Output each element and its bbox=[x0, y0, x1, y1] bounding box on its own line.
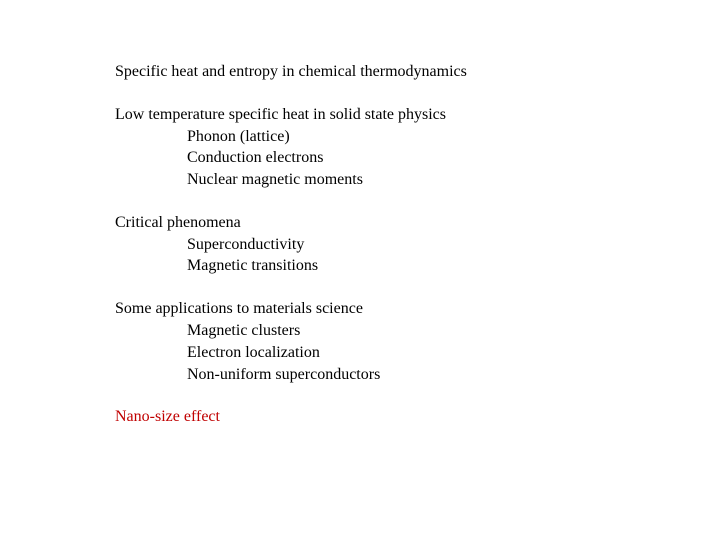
item-conduction-electrons: Conduction electrons bbox=[187, 149, 324, 166]
item-magnetic-clusters: Magnetic clusters bbox=[187, 322, 301, 339]
item-electron-localization: Electron localization bbox=[187, 344, 320, 361]
item-non-uniform-superconductors: Non-uniform superconductors bbox=[187, 366, 381, 383]
item-magnetic-transitions: Magnetic transitions bbox=[187, 257, 319, 274]
item-nuclear-magnetic-moments: Nuclear magnetic moments bbox=[187, 171, 363, 188]
heading-thermodynamics: Specific heat and entropy in chemical thermodynamics bbox=[115, 63, 467, 80]
heading-nano-size-effect: Nano-size effect bbox=[115, 408, 220, 425]
item-superconductivity: Superconductivity bbox=[187, 236, 305, 253]
item-phonon: Phonon (lattice) bbox=[187, 128, 290, 145]
heading-critical-phenomena: Critical phenomena bbox=[115, 214, 241, 231]
heading-materials-science: Some applications to materials science bbox=[115, 300, 363, 317]
heading-low-temperature: Low temperature specific heat in solid state physics bbox=[115, 106, 447, 123]
